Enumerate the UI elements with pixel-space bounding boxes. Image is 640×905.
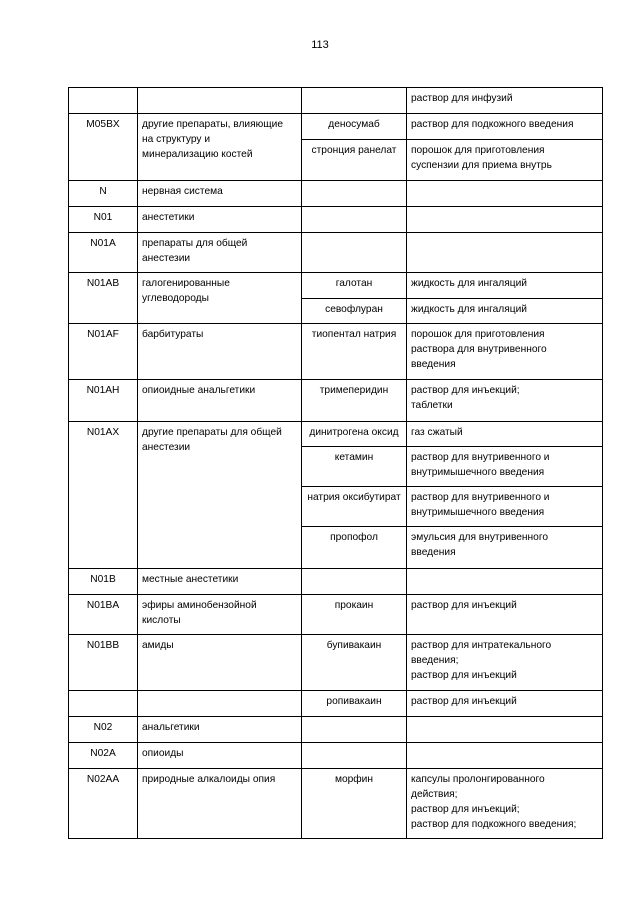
inn-cell [302,717,407,743]
drug-table [68,87,603,839]
dosage-form-line: капсулы пролонгированного [411,774,545,785]
atc-code-cell: N01BB [69,635,138,691]
dosage-form-cell [407,569,603,595]
group-cell [138,273,302,324]
dosage-form-cell [407,140,603,181]
inn-cell: динитрогена оксид [302,422,407,447]
group-line: опиоиды [142,748,184,759]
dosage-form-line: внутримышечного введения [411,467,545,478]
dosage-form-line: раствор для инъекций [411,696,517,707]
inn-cell: севофлуран [302,299,407,324]
dosage-form-line: введения [411,547,456,558]
table-row [69,743,603,769]
table-row [69,233,603,273]
dosage-form-line: эмульсия для внутривенного [411,532,548,543]
group-cell [138,743,302,769]
atc-code-cell: N02 [69,717,138,743]
group-line: другие препараты, влияющие [142,119,283,130]
dosage-form-cell [407,233,603,273]
table-row [69,595,603,635]
inn-cell: кетамин [302,447,407,487]
inn-cell [302,569,407,595]
atc-code-cell [69,691,138,717]
dosage-form-cell [407,691,603,717]
group-line: анестезии [142,442,191,453]
atc-code-cell: N01A [69,233,138,273]
dosage-form-line: порошок для приготовления [411,145,545,156]
dosage-form-line: раствор для внутривенного и [411,492,550,503]
inn-cell: бупивакаин [302,635,407,691]
table-row [69,569,603,595]
atc-code-cell: N01B [69,569,138,595]
group-line: на структуру и [142,134,211,145]
inn-cell [302,233,407,273]
dosage-form-line: раствор для инъекций [411,670,517,681]
inn-cell: натрия оксибутират [302,487,407,527]
group-line: опиоидные анальгетики [142,385,256,396]
dosage-form-cell [407,181,603,207]
table-row [69,324,603,380]
atc-code-cell: M05BX [69,114,138,181]
table-row [69,207,603,233]
table-row [69,769,603,839]
dosage-form-line: жидкость для ингаляций [411,278,527,289]
group-cell [138,233,302,273]
group-line: местные анестетики [142,574,239,585]
group-line: препараты для общей [142,238,248,249]
group-line: нервная система [142,186,223,197]
dosage-form-line: введения [411,359,456,370]
inn-cell: галотан [302,273,407,299]
dosage-form-cell [407,595,603,635]
table-row [69,691,603,717]
group-line: анестезии [142,253,191,264]
group-cell [138,207,302,233]
inn-cell: пропофол [302,527,407,569]
group-cell [138,595,302,635]
group-cell [138,717,302,743]
table-row [69,181,603,207]
atc-code-cell [69,88,138,114]
dosage-form-cell [407,273,603,299]
group-line: природные алкалоиды опия [142,774,276,785]
group-cell [138,88,302,114]
page-number: 113 [311,39,329,51]
atc-code-cell: N01AF [69,324,138,380]
dosage-form-cell [407,635,603,691]
table-row [69,717,603,743]
atc-code-cell: N01BA [69,595,138,635]
dosage-form-line: действия; [411,789,458,800]
table-row [69,88,603,114]
dosage-form-line: порошок для приготовления [411,329,545,340]
inn-cell: морфин [302,769,407,839]
group-cell [138,691,302,717]
inn-cell: тримеперидин [302,380,407,422]
atc-code-cell: N01AX [69,422,138,569]
atc-code-cell: N01AB [69,273,138,324]
atc-code-cell: N01 [69,207,138,233]
inn-cell: ропивакаин [302,691,407,717]
dosage-form-cell [407,114,603,140]
inn-cell: тиопентал натрия [302,324,407,380]
dosage-form-line: раствор для инфузий [411,93,513,104]
group-cell [138,181,302,207]
group-line: барбитураты [142,329,204,340]
atc-code-cell: N02A [69,743,138,769]
dosage-form-line: газ сжатый [411,427,463,438]
group-line: углеводороды [142,293,209,304]
dosage-form-line: раствор для интратекального [411,640,552,651]
dosage-form-line: раствор для подкожного введения; [411,819,577,830]
dosage-form-cell [407,743,603,769]
dosage-form-line: раствор для инъекций [411,600,517,611]
dosage-form-line: раствор для подкожного введения [411,119,574,130]
inn-cell: деносумаб [302,114,407,140]
dosage-form-cell [407,527,603,569]
dosage-form-line: раствор для инъекций; [411,804,520,815]
dosage-form-line: введения; [411,655,459,666]
dosage-form-cell [407,717,603,743]
group-cell [138,380,302,422]
inn-cell: стронция ранелат [302,140,407,181]
group-line: кислоты [142,615,181,626]
group-cell [138,114,302,181]
dosage-form-line: раствор для инъекций; [411,385,520,396]
dosage-form-cell [407,324,603,380]
group-cell [138,769,302,839]
dosage-form-cell [407,88,603,114]
table-row [69,380,603,422]
dosage-form-line: внутримышечного введения [411,507,545,518]
dosage-form-line: суспензии для приема внутрь [411,160,552,171]
dosage-form-line: таблетки [411,400,453,411]
inn-cell [302,181,407,207]
dosage-form-line: раствора для внутривенного [411,344,547,355]
group-line: другие препараты для общей [142,427,282,438]
inn-cell: прокаин [302,595,407,635]
atc-code-cell: N02AA [69,769,138,839]
inn-cell [302,743,407,769]
group-line: минерализацию костей [142,149,253,160]
dosage-form-line: раствор для внутривенного и [411,452,550,463]
table-row [69,273,603,299]
group-line: анестетики [142,212,195,223]
dosage-form-cell [407,380,603,422]
group-cell [138,569,302,595]
dosage-form-cell [407,299,603,324]
group-cell [138,422,302,569]
dosage-form-cell [407,207,603,233]
dosage-form-cell [407,447,603,487]
group-line: галогенированные [142,278,230,289]
atc-code-cell: N01AH [69,380,138,422]
group-line: анальгетики [142,722,200,733]
table-row [69,422,603,447]
dosage-form-cell [407,422,603,447]
group-cell [138,635,302,691]
table-row [69,635,603,691]
dosage-form-cell [407,769,603,839]
inn-cell [302,88,407,114]
group-line: эфиры аминобензойной [142,600,257,611]
inn-cell [302,207,407,233]
dosage-form-line: жидкость для ингаляций [411,304,527,315]
dosage-form-cell [407,487,603,527]
group-line: амиды [142,640,174,651]
group-cell [138,324,302,380]
atc-code-cell: N [69,181,138,207]
table-row [69,114,603,140]
